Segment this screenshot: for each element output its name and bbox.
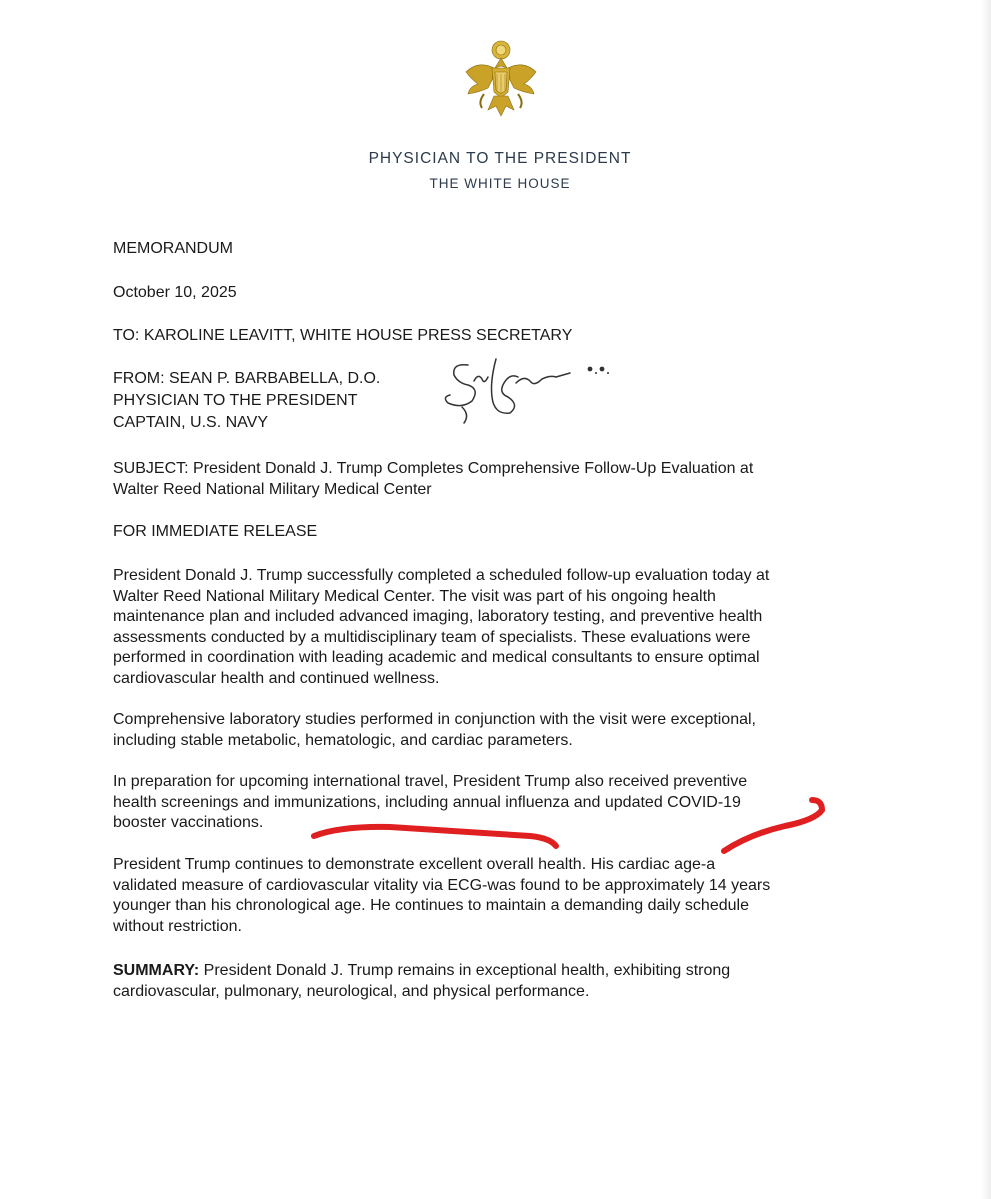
- paragraph-line: Walter Reed National Military Medical Center. The visit was part of his ongoing health: [113, 587, 716, 605]
- summary-text: President Donald J. Trump remains in exceptional health, exhibiting strong: [199, 962, 731, 979]
- body-paragraph-4: [113, 855, 873, 937]
- memo-to: TO: KAROLINE LEAVITT, WHITE HOUSE PRESS SECRETARY: [113, 327, 573, 344]
- paragraph-line: including stable metabolic, hematologic, and cardiac parameters.: [113, 731, 573, 749]
- paragraph-line: cardiovascular health and continued wellness.: [113, 669, 440, 687]
- paragraph-line: Comprehensive laboratory studies performed in conjunction with the visit were exceptional,: [113, 711, 756, 728]
- paragraph-line: In preparation for upcoming international travel, President Trump also received preventive: [113, 773, 748, 790]
- letterhead-subtitle: THE WHITE HOUSE: [429, 176, 571, 191]
- body-paragraph-1: [113, 566, 873, 689]
- memo-type: MEMORANDUM: [113, 240, 233, 257]
- presidential-seal-icon: [458, 36, 544, 122]
- paragraph-line: booster vaccinations.: [113, 814, 264, 831]
- release-note: FOR IMMEDIATE RELEASE: [113, 523, 318, 540]
- body-paragraph-3: [113, 772, 873, 834]
- paragraph-line: validated measure of cardiovascular vitality via ECG-was found to be approximately 14 years: [113, 876, 771, 894]
- paragraph-line: President Donald J. Trump successfully completed a scheduled follow-up evaluation today at: [113, 567, 770, 584]
- paragraph-line: assessments conducted by a multidisciplinary team of specialists. These evaluations were: [113, 628, 751, 646]
- body-paragraph-2: [113, 710, 873, 751]
- handwritten-signature: [438, 353, 628, 433]
- paragraph-line: President Trump continues to demonstrate excellent overall health. His cardiac age-a: [113, 856, 716, 873]
- subject-line: Walter Reed National Military Medical Center: [113, 480, 432, 498]
- page-edge-shadow: [981, 0, 991, 1199]
- summary-line: cardiovascular, pulmonary, neurological, and physical performance.: [113, 982, 590, 1000]
- paragraph-line: without restriction.: [113, 917, 242, 935]
- memo-from-title: PHYSICIAN TO THE PRESIDENT: [113, 392, 358, 409]
- letterhead-title: PHYSICIAN TO THE PRESIDENT: [368, 150, 632, 167]
- paragraph-line: performed in coordination with leading academic and medical consultants to ensure optimal: [113, 649, 760, 666]
- paragraph-line: health screenings and immunizations, including annual influenza and updated COVID-19: [113, 793, 741, 811]
- summary-label: SUMMARY:: [113, 962, 200, 979]
- memo-date: October 10, 2025: [113, 284, 237, 301]
- subject-line: SUBJECT: President Donald J. Trump Completes Comprehensive Follow-Up Evaluation at: [113, 460, 754, 477]
- paragraph-line: maintenance plan and included advanced imaging, laboratory testing, and preventive health: [113, 608, 763, 625]
- memo-from-name: FROM: SEAN P. BARBABELLA, D.O.: [113, 370, 381, 387]
- memo-subject: [113, 459, 873, 500]
- paragraph-line: younger than his chronological age. He continues to maintain a demanding daily schedule: [113, 897, 749, 914]
- memo-from-rank: CAPTAIN, U.S. NAVY: [113, 414, 268, 431]
- summary-paragraph: [113, 961, 873, 1002]
